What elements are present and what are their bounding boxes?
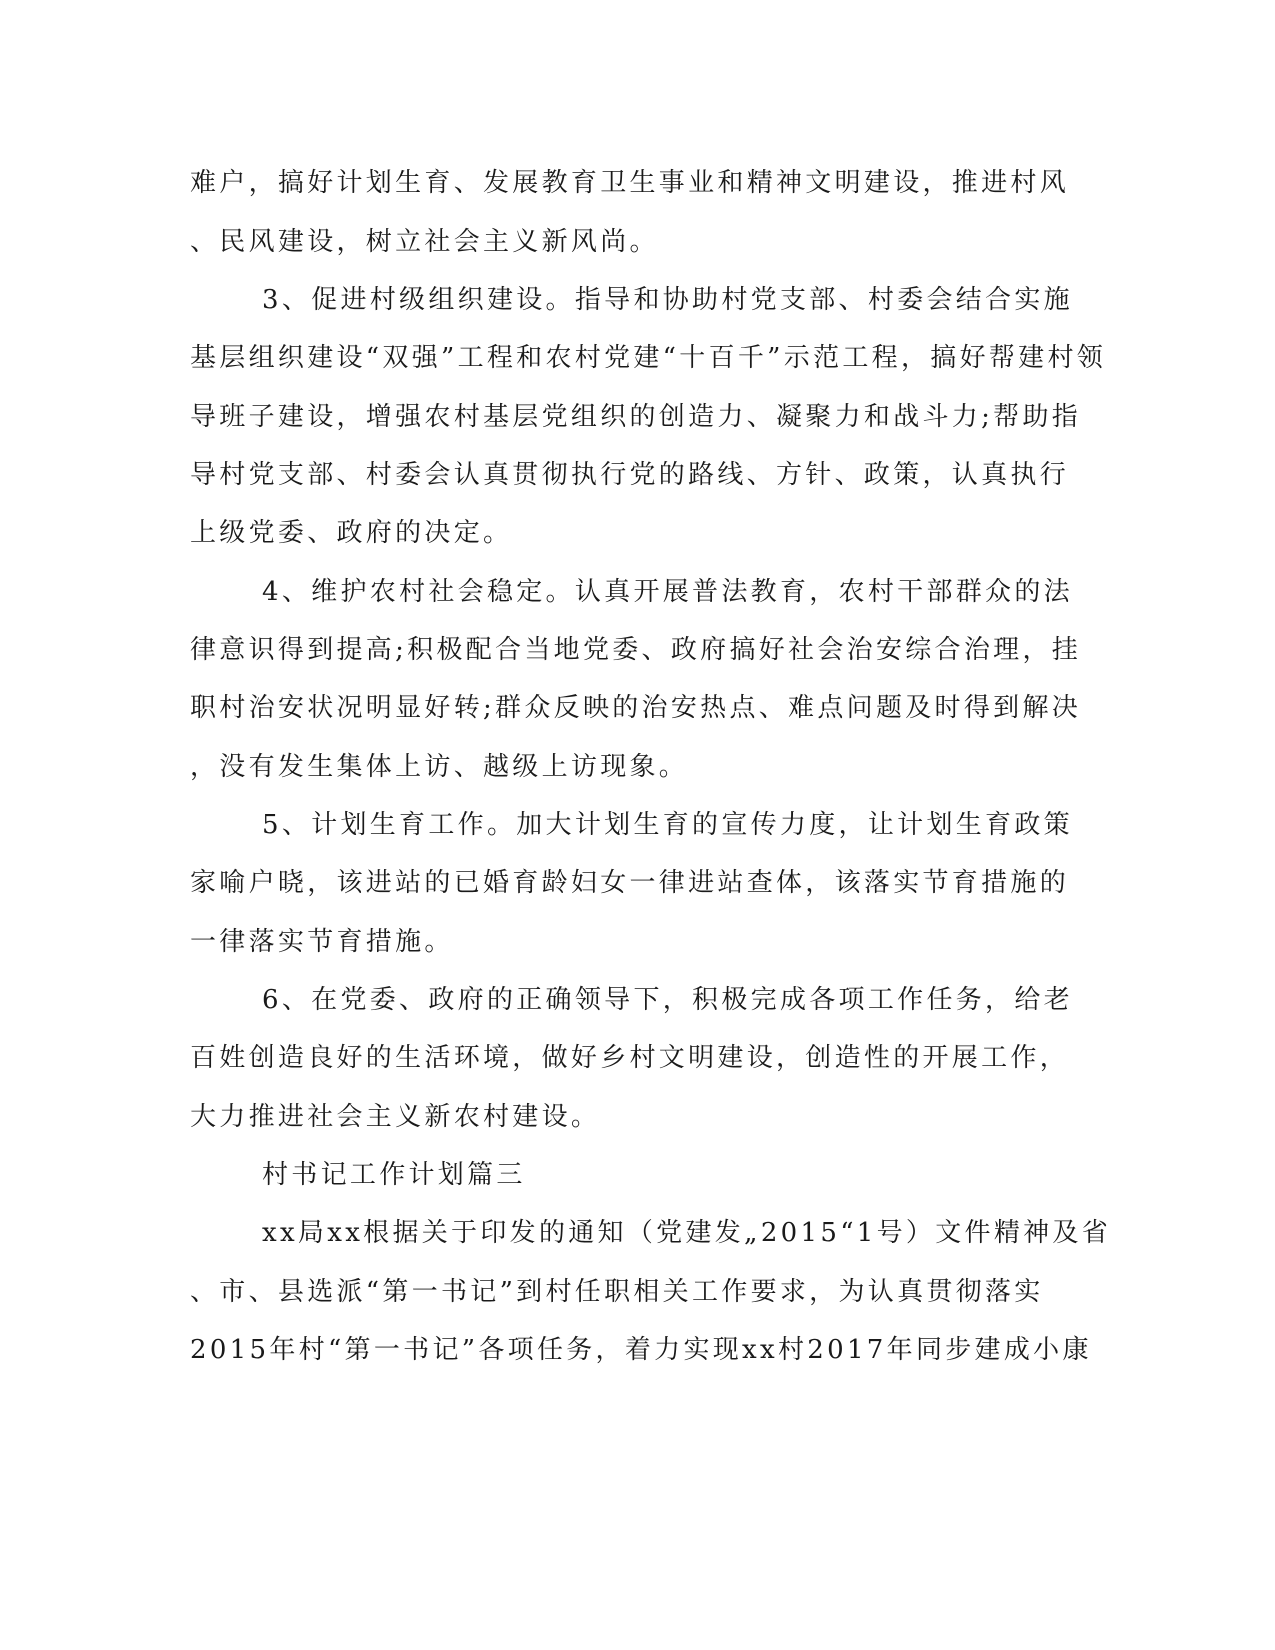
paragraph-3-start: 3、促进村级组织建设。指导和协助村党支部、村委会结合实施 bbox=[262, 285, 1073, 315]
paragraph-4-start: 4、维护农村社会稳定。认真开展普法教育，农村干部群众的法 bbox=[262, 577, 1073, 607]
body-text-line: 上级党委、政府的决定。 bbox=[190, 518, 513, 548]
section-heading: 村书记工作计划篇三 bbox=[262, 1160, 526, 1190]
body-text-line: 基层组织建设“双强”工程和农村党建“十百千”示范工程，搞好帮建村领 bbox=[190, 343, 1107, 373]
body-text-line: 难户，搞好计划生育、发展教育卫生事业和精神文明建设，推进村风 bbox=[190, 168, 1070, 198]
body-text-line: 家喻户晓，该进站的已婚育龄妇女一律进站查体，该落实节育措施的 bbox=[190, 868, 1070, 898]
body-text-line: 百姓创造良好的生活环境，做好乡村文明建设，创造性的开展工作， bbox=[190, 1043, 1070, 1073]
body-text-line: 2015年村“第一书记”各项任务，着力实现xx村2017年同步建成小康 bbox=[190, 1335, 1092, 1365]
body-text-line: 导村党支部、村委会认真贯彻执行党的路线、方针、政策，认真执行 bbox=[190, 460, 1070, 490]
paragraph-start: xx局xx根据关于印发的通知（党建发„2015“1号）文件精神及省 bbox=[262, 1218, 1112, 1248]
body-text-line: 职村治安状况明显好转;群众反映的治安热点、难点问题及时得到解决 bbox=[190, 693, 1082, 723]
body-text-line: 、市、县选派“第一书记”到村任职相关工作要求，为认真贯彻落实 bbox=[190, 1277, 1044, 1307]
body-text-line: 律意识得到提高;积极配合当地党委、政府搞好社会治安综合治理，挂 bbox=[190, 635, 1082, 665]
body-text-line: 大力推进社会主义新农村建设。 bbox=[190, 1102, 601, 1132]
paragraph-6-start: 6、在党委、政府的正确领导下，积极完成各项工作任务，给老 bbox=[262, 985, 1073, 1015]
body-text-line: ，没有发生集体上访、越级上访现象。 bbox=[190, 752, 689, 782]
paragraph-5-start: 5、计划生育工作。加大计划生育的宣传力度，让计划生育政策 bbox=[262, 810, 1073, 840]
body-text-line: 导班子建设，增强农村基层党组织的创造力、凝聚力和战斗力;帮助指 bbox=[190, 402, 1082, 432]
body-text-line: 一律落实节育措施。 bbox=[190, 927, 454, 957]
body-text-line: 、民风建设，树立社会主义新风尚。 bbox=[190, 227, 659, 257]
